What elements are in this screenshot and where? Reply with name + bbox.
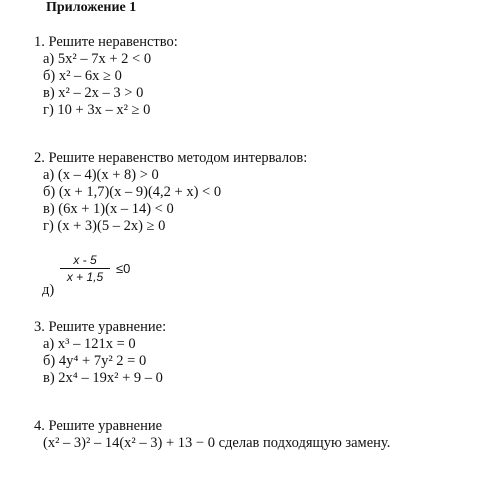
task-2-item-b: б) (x + 1,7)(x – 9)(4,2 + x) < 0 [43, 184, 222, 200]
task-2-item-e-label: д) [42, 282, 55, 298]
fraction-denominator: x + 1,5 [66, 270, 104, 284]
task-1-item-b: б) x² – 6x ≥ 0 [43, 68, 122, 84]
task-3 [34, 319, 166, 387]
task-1-item-c: в) x² – 2x – 3 > 0 [43, 85, 144, 101]
task-1 [34, 34, 178, 119]
task-1-heading: 1. Решите неравенство: [34, 34, 178, 50]
task-4 [34, 418, 390, 452]
task-3-item-c: в) 2x⁴ – 19x² + 9 – 0 [43, 370, 163, 386]
task-2-item-c: в) (6x + 1)(x – 14) < 0 [43, 201, 174, 217]
task-1-item-d: г) 10 + 3x – x² ≥ 0 [43, 102, 151, 118]
fraction-relation: ≤0 [116, 261, 131, 276]
task-4-heading: 4. Решите уравнение [34, 418, 163, 434]
task-2 [34, 150, 307, 235]
task-2-item-d: г) (x + 3)(5 – 2x) ≥ 0 [43, 218, 166, 234]
fraction-numerator: x - 5 [73, 253, 97, 267]
appendix-title: Приложение 1 [46, 0, 137, 15]
task-1-item-a: а) 5x² – 7x + 2 < 0 [43, 51, 152, 67]
task-3-heading: 3. Решите уравнение: [34, 319, 167, 335]
task-2-item-a: а) (x – 4)(x + 8) > 0 [43, 167, 159, 183]
fraction [60, 253, 110, 284]
task-2-item-e-fraction [60, 253, 130, 284]
task-2-heading: 2. Решите неравенство методом интервалов: [34, 150, 308, 166]
task-4-equation: (x² – 3)² – 14(x² – 3) + 13 − 0 сделав подходящую замену. [43, 435, 391, 451]
task-3-item-a: а) x³ – 121x = 0 [43, 336, 136, 352]
task-3-item-b: б) 4y⁴ + 7y² 2 = 0 [43, 353, 147, 369]
